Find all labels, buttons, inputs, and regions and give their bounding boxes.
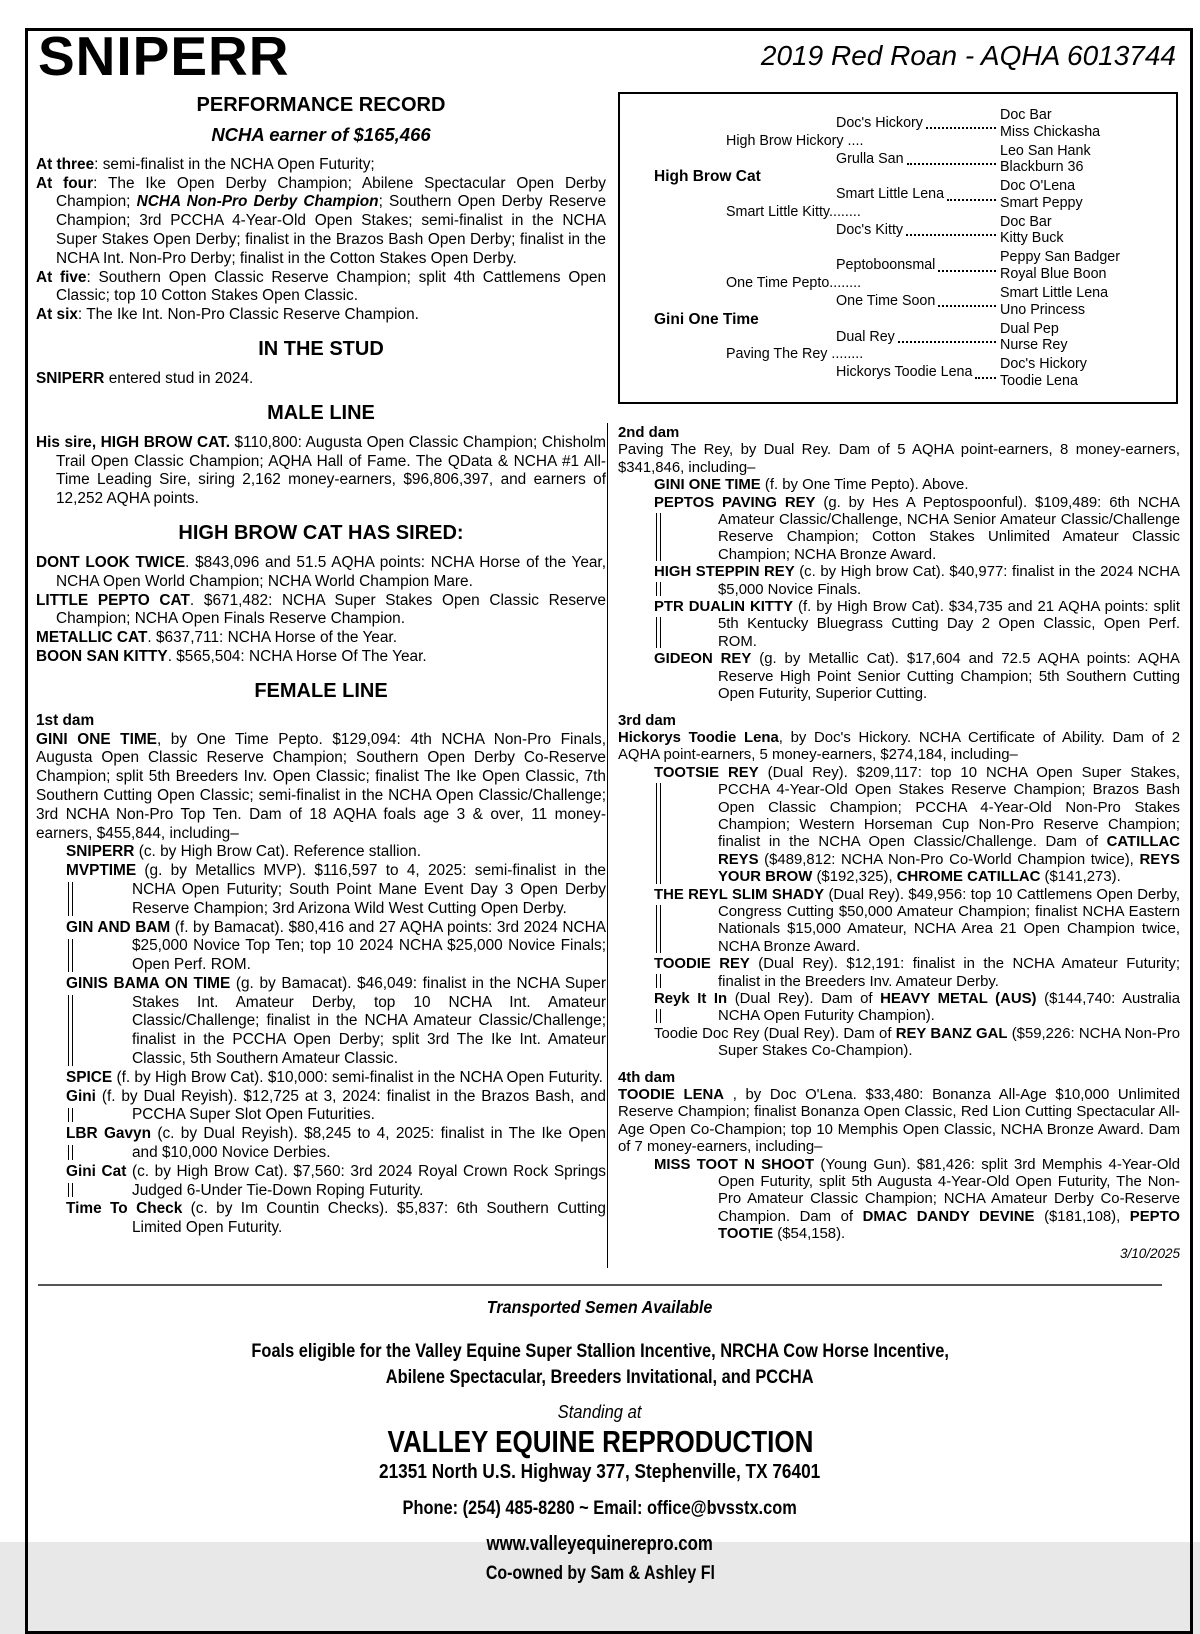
text-run: (c. by High Brow Cat). Reference stallion. (134, 843, 421, 861)
text-run: , by Doc O'Lena. $33,480: Bonanza All-Age $10,000 Unlimited Reserve Champion; finalist Bonanza Open Classic, Red Lion Cutting Spectacular All-Age Open Co-Champion; top 10 Memphis Open Classic, NCHA Bronze Award. Dam of 7 money-earners, including– (618, 1087, 1180, 1156)
text-run: Reyk It In (654, 991, 728, 1007)
progeny-item (654, 564, 1180, 599)
pedigree-gen3-row (836, 364, 996, 381)
male-line-heading: MALE LINE (267, 401, 375, 424)
text-run: LITTLE PEPTO CAT (36, 591, 190, 609)
dot-leader (975, 364, 996, 378)
text-run: (f. by High Brow Cat). $10,000: semi-finalist in the NCHA Open Futurity. (112, 1068, 603, 1086)
foals-eligible-line-2: Abilene Spectacular, Breeders Invitational, and PCCHA (386, 1366, 814, 1388)
dot-leader (906, 222, 996, 236)
performance-paragraph (36, 269, 606, 307)
pedigree-gen4-name: Uno Princess (1000, 301, 1086, 318)
text-run: (Dual Rey). Dam of (727, 991, 881, 1007)
text-run: Toodie Doc Rey (Dual Rey). Dam of (654, 1025, 896, 1042)
print-date: 3/10/2025 (1119, 1245, 1180, 1261)
text-run: At four (36, 174, 94, 192)
sired-item (36, 648, 606, 667)
dam-summary (618, 1087, 1180, 1157)
text-run: : semi-finalist in the NCHA Open Futurity; (94, 155, 375, 173)
pedigree-gen3-name: Smart Little Lena (836, 186, 945, 203)
text-run: CHROME CATILLAC (896, 869, 1041, 886)
pedigree-gen3-name: Doc's Kitty (836, 221, 904, 238)
pedigree-gen4-name: Royal Blue Boon (1000, 265, 1107, 282)
text-run: : The Ike Open Derby Champion; Abilene Spectacular Open Derby Champion; (56, 174, 606, 211)
pedigree-gen3-name: Dual Rey (836, 328, 895, 345)
dam-label: 4th dam (618, 1069, 676, 1086)
pedigree-gen3-name: Hickorys Toodie Lena (836, 364, 973, 381)
pedigree-gen4-name: Dual Pep (1000, 320, 1059, 337)
text-run: Time To Check (66, 1200, 183, 1218)
text-run: . $565,504: NCHA Horse Of The Year. (167, 647, 427, 665)
pedigree-gen4-pair (1000, 321, 1068, 354)
pedigree-gen3-row (836, 186, 996, 203)
pedigree-gen1-name: High Brow Cat (654, 168, 761, 186)
text-run: (c. by High brow Cat). $40,977: finalist in the 2024 NCHA $5,000 Novice Finals. (718, 564, 1180, 598)
progeny-item (66, 1069, 606, 1088)
pedigree-gen3-row (836, 222, 996, 239)
progeny-item (66, 1125, 606, 1163)
performance-record-heading: PERFORMANCE RECORD (196, 94, 446, 116)
pedigree-gen2-name: Smart Little Kitty........ (726, 204, 861, 220)
dam-label: 2nd dam (618, 425, 680, 441)
progeny-item (66, 862, 606, 918)
foals-eligible-line-1: Foals eligible for the Valley Equine Super Stallion Incentive, NRCHA Cow Horse Incentive, (251, 1340, 949, 1362)
pedigree-gen4-name: Kitty Buck (1000, 230, 1064, 247)
right-column (618, 88, 1180, 1262)
text-run: (Dual Rey). $12,191: finalist in the NCHA Amateur Futurity; finalist in the Breeders Inv. Amateur Derby. (718, 956, 1180, 990)
text-run: (g. by Metallics MVP). $116,597 to 4, 2025: semi-finalist in the NCHA Open Futurity; South Point Mane Event Day 3 Open Derby Reserve Champion; 3rd Arizona Wild West Cutting Open Derby. (132, 862, 606, 917)
text-run: (f. by High Brow Cat). $34,735 and 21 AQHA points: split 5th Kentucky Bluegrass Cutting Day 2 Open Classic, Open Perf. ROM. (718, 599, 1180, 650)
pedigree-gen4-pair (1000, 214, 1064, 247)
text-run: GIN AND BAM (66, 918, 171, 936)
ncha-earner-line: NCHA earner of $165,466 (211, 124, 431, 145)
text-run: entered stud in 2024. (104, 369, 254, 387)
first-dam-section (36, 712, 606, 1238)
text-run: His sire, HIGH BROW CAT. (36, 433, 231, 451)
text-run: SNIPERR (66, 843, 135, 861)
pedigree-gen2-name: Paving The Rey ........ (726, 346, 864, 363)
transported-semen-line: Transported Semen Available (487, 1297, 713, 1317)
text-run: ; Southern Open Derby Reserve Champion; 3rd PCCHA 4-Year-Old Open Stakes; semi-finalist in the NCHA Super Stakes Open Derby; finalist in the Brazos Bash Open Derby; finalist in the NCHA Int. Non-Pro Derby; finalist in the Cotton Stakes Open Derby. (56, 193, 607, 267)
horse-name: SNIPERR (38, 25, 290, 87)
pedigree-gen3-row (836, 115, 996, 132)
pedigree-gen4-name: Doc Bar (1000, 107, 1052, 123)
dot-leader (938, 293, 996, 307)
pedigree-gen4-pair (1000, 249, 1120, 282)
text-run: ($141,273). (1040, 869, 1121, 886)
text-run: At three (36, 155, 95, 173)
text-run: SPICE (66, 1068, 113, 1086)
text-run: DONT LOOK TWICE (36, 553, 186, 571)
text-run: MVPTIME (66, 862, 137, 880)
text-run: REYS YOUR BROW (718, 851, 1180, 886)
progeny-item (654, 1157, 1180, 1244)
progeny-item (654, 495, 1180, 565)
pedigree-gen4-name: Blackburn 36 (1000, 159, 1084, 176)
text-run: METALLIC CAT (36, 629, 148, 647)
text-run: CATILLAC REYS (718, 834, 1180, 868)
stud-note (36, 370, 606, 389)
pedigree-gen4-name: Smart Peppy (1000, 194, 1083, 211)
text-run: Gini Cat (66, 1162, 127, 1180)
pedigree-gen2-name: High Brow Hickory .... (726, 132, 864, 149)
dam-sections (618, 425, 1180, 1244)
pedigree-gen3-row (836, 257, 996, 274)
dot-leader (898, 329, 996, 343)
dot-leader (926, 115, 996, 129)
dot-leader (907, 151, 996, 165)
pedigree-gen4-pair (1000, 285, 1108, 318)
pedigree-gen4-pair (1000, 107, 1100, 140)
dot-leader (947, 186, 996, 200)
performance-paragraphs (36, 156, 606, 325)
text-run: PEPTOS PAVING REY (654, 494, 816, 511)
text-run: , by Doc's Hickory. NCHA Certificate of Ability. Dam of 2 AQHA point-earners, 5 money-earners, $274,184, including– (618, 729, 1180, 764)
sired-heading: HIGH BROW CAT HAS SIRED: (178, 521, 464, 544)
progeny-item (654, 599, 1180, 651)
footer-rule (38, 1284, 1162, 1286)
pedigree-gen4-name: Doc Bar (1000, 213, 1052, 230)
dam-summary (618, 730, 1180, 765)
text-run: . $637,711: NCHA Horse of the Year. (147, 629, 397, 647)
text-run: (g. by Bamacat). $46,049: finalist in the NCHA Super Stakes Int. Amateur Derby, top 10 NCHA Int. Amateur Classic/Challenge; finalist in the NCHA Amateur Classic/Challenge; finalist in the PCCHA Open Derby; split 3rd The Ike Int. Amateur Classic, 5th Southern Amateur Classic. (132, 974, 606, 1068)
pedigree-gen4-pair (1000, 178, 1083, 211)
text-run: DMAC DANDY DEVINE (862, 1208, 1035, 1225)
dam-summary (36, 731, 606, 844)
pedigree-box (618, 92, 1178, 404)
text-run: BOON SAN KITTY (36, 647, 168, 665)
text-run: LBR Gavyn (66, 1125, 152, 1143)
sire-summary (36, 434, 606, 509)
pedigree-gen4-pair (1000, 356, 1087, 389)
dam-summary (618, 442, 1180, 477)
progeny-item (654, 477, 1180, 494)
farm-website: www.valleyequinerepro.com (486, 1533, 714, 1555)
female-line-heading: FEMALE LINE (254, 679, 388, 702)
footer (0, 1297, 1200, 1585)
text-run: THE REYL SLIM SHADY (654, 886, 825, 903)
pedigree-gen3-name: Grulla San (836, 150, 904, 167)
cutoff-line: Co-owned by Sam & Ashley Fl (485, 1563, 715, 1584)
sired-item (36, 629, 606, 648)
text-run: At six (36, 306, 78, 324)
text-run: Gini (66, 1087, 96, 1105)
progeny-item (654, 887, 1180, 957)
text-run: . $843,096 and 51.5 AQHA points: NCHA Horse of the Year, NCHA Open World Champion; NCHA World Champion Mare. (56, 553, 606, 590)
text-run: NCHA Non-Pro Derby Champion (136, 193, 379, 211)
text-run: (c. by Im Countin Checks). $5,837: 6th Southern Cutting Limited Open Futurity. (132, 1200, 606, 1237)
text-run: GINI ONE TIME (36, 730, 157, 748)
text-run: PTR DUALIN KITTY (654, 599, 794, 616)
text-run: , by One Time Pepto. $129,094: 4th NCHA Non-Pro Finals, Augusta Open Classic Reserve Champion; Southern Open Derby Co-Reserve Champion; split 5th Breeders Inv. Open Classic; finalist The Ike Open Classic, 7th Southern Cutting Open Classic; semi-finalist in the NCHA Open Classic/Challenge; 3rd NCHA Non-Pro Top Ten. Dam of 18 AQHA foals age 3 & over, 11 money-earners, $455,844, including– (36, 730, 606, 842)
farm-address: 21351 North U.S. Highway 377, Stephenville, TX 76401 (379, 1460, 821, 1483)
dot-leader (938, 257, 996, 271)
standing-at-line: Standing at (558, 1402, 642, 1422)
text-run: : The Ike Int. Non-Pro Classic Reserve Champion. (77, 306, 419, 324)
text-run: HIGH STEPPIN REY (654, 564, 795, 581)
text-run: ($181,108), (1034, 1208, 1130, 1225)
pedigree-gen3-row (836, 151, 996, 168)
pedigree-gen2-name: One Time Pepto........ (726, 275, 862, 292)
text-run: $110,800: Augusta Open Classic Champion; Chisholm Trail Open Classic Champion; AQHA Hall of Fame. The QData & NCHA #1 All-Time Leading Sire, siring 2,162 money-earners, $96,806,397, and earners of 12,252 AQHA points. (56, 433, 606, 508)
text-run: MISS TOOT N SHOOT (654, 1156, 815, 1173)
text-run: TOOTSIE REY (654, 764, 759, 781)
text-run: (g. by Metallic Cat). $17,604 and 72.5 AQHA points: AQHA Reserve High Point Senior Cutting Champion; 5th Southern Cutting Open Futurity, Superior Cutting. (718, 651, 1180, 703)
text-run: GIDEON REY (654, 651, 752, 668)
pedigree-gen3-row (836, 293, 996, 310)
progeny-item (66, 1088, 606, 1126)
left-column (36, 92, 606, 1238)
text-run: Hickorys Toodie Lena (618, 729, 779, 746)
progeny-item (66, 919, 606, 975)
text-run: SNIPERR (36, 369, 105, 387)
text-run: REY BANZ GAL (895, 1025, 1008, 1042)
pedigree-gen4-name: Leo San Hank (1000, 142, 1091, 159)
text-run: : Southern Open Classic Reserve Champion; split 4th Cattlemens Open Classic; top 10 Cotton Stakes Open Classic. (56, 268, 607, 305)
text-run: ($489,812: NCHA Non-Pro Co-World Champion twice), (758, 851, 1140, 868)
text-run: (f. by Bamacat). $80,416 and 27 AQHA points: 3rd 2024 NCHA $25,000 Novice Top Ten; top 10 2024 NCHA $25,000 Novice Finals; Open Perf. ROM. (132, 918, 606, 974)
text-run: TOODIE LENA (618, 1087, 725, 1104)
pedigree-gen4-name: Doc's Hickory (1000, 356, 1087, 373)
farm-name: VALLEY EQUINE REPRODUCTION (387, 1424, 813, 1459)
pedigree-gen3-name: Peptoboonsmal (836, 257, 936, 274)
text-run: At five (36, 268, 87, 286)
sired-item (36, 554, 606, 592)
performance-paragraph (36, 175, 606, 269)
text-run: ($192,325), (812, 869, 897, 886)
performance-paragraph (36, 306, 606, 325)
progeny-item (66, 975, 606, 1069)
pedigree-gen3-row (836, 329, 996, 346)
text-run: ($54,158). (773, 1226, 846, 1243)
text-run: (c. by High Brow Cat). $7,560: 3rd 2024 Royal Crown Rock Springs Judged 6-Under Tie-Down Roping Futurity. (126, 1162, 607, 1199)
text-run: (g. by Hes A Peptospoonful). $109,489: 6th NCHA Amateur Classic/Challenge, NCHA Senior Amateur Classic/Challenge Reserve Champion; Cotton Stakes Unlimited Amateur Classic Champion; NCHA Bronze Award. (718, 494, 1180, 563)
text-run: HEAVY METAL (AUS) (880, 991, 1037, 1007)
progeny-item (654, 1026, 1180, 1061)
text-run: . $671,482: NCHA Super Stakes Open Classic Reserve Champion; NCHA Open Finals Reserve Champion. (56, 591, 606, 628)
text-run: (f. by Dual Reyish). $12,725 at 3, 2024: finalist in the Brazos Bash, and PCCHA Super Slot Open Futurities. (95, 1087, 606, 1124)
progeny-item (654, 991, 1180, 1026)
sired-list (36, 554, 606, 667)
registration-info: 2019 Red Roan - AQHA 6013744 (760, 40, 1176, 71)
text-run: GINIS BAMA ON TIME (66, 974, 231, 992)
text-run: (f. by One Time Pepto). Above. (760, 477, 969, 494)
progeny-item (66, 1200, 606, 1238)
farm-contact: Phone: (254) 485-8280 ~ Email: office@bvsstx.com (402, 1497, 798, 1519)
pedigree-gen4-name: Doc O'Lena (1000, 178, 1076, 195)
text-run: ($144,740: Australia NCHA Open Futurity Champion). (718, 991, 1181, 1025)
sired-item (36, 592, 606, 630)
text-run: PEPTO TOOTIE (718, 1208, 1181, 1243)
pedigree-gen3-name: Doc's Hickory (836, 115, 923, 131)
text-run: ($59,226: NCHA Non-Pro Super Stakes Co-Champion). (718, 1025, 1180, 1060)
text-run: (Dual Rey). $209,117: top 10 NCHA Open Super Stakes, PCCHA 4-Year-Old Open Stakes Reserve Champion; Brazos Bash Open Classic Champion; PCCHA 4-Year-Old Non-Pro Stakes Champion; Western Horseman Cup Non-Pro Reserve Champion; finalist in the NCHA Open Classic/Challenge. Dam of (718, 764, 1180, 851)
performance-paragraph (36, 156, 606, 175)
pedigree-gen4-pair (1000, 143, 1091, 176)
in-the-stud-heading: IN THE STUD (258, 337, 384, 360)
pedigree-gen3-name: One Time Soon (836, 293, 936, 309)
pedigree-gen4-name: Nurse Rey (1000, 337, 1068, 354)
dam-label: 3rd dam (618, 712, 676, 729)
dam-label: 1st dam (36, 711, 95, 729)
pedigree-gen4-name: Miss Chickasha (1000, 123, 1101, 140)
pedigree-gen4-name: Toodie Lena (1000, 372, 1078, 389)
text-run: TOODIE REY (654, 956, 750, 973)
pedigree-gen4-name: Smart Little Lena (1000, 285, 1109, 301)
progeny-item (654, 765, 1180, 887)
progeny-item (654, 651, 1180, 703)
progeny-item (66, 1163, 606, 1201)
text-run: Paving The Rey, by Dual Rey. Dam of 5 AQHA point-earners, 8 money-earners, $341,846, including– (618, 442, 1180, 476)
pedigree-gen4-name: Peppy San Badger (1000, 249, 1121, 266)
text-run: (c. by Dual Reyish). $8,245 to 4, 2025: finalist in The Ike Open and $10,000 Novice Derbies. (132, 1125, 606, 1162)
text-run: (Dual Rey). $49,956: top 10 Cattlemens Open Derby, Congress Cutting $50,000 Amateur Champion; finalist NCHA Eastern Nationals $15,000 Amateur, NCHA Area 21 Open Champion twice, NCHA Bronze Award. (718, 886, 1180, 955)
pedigree-gen1-name: Gini One Time (654, 310, 759, 328)
text-run: GINI ONE TIME (654, 477, 761, 494)
text-run: (Young Gun). $81,426: split 3rd Memphis 4-Year-Old Open Futurity, split 5th Augusta 4-Year-Old Open Futurity, The Non-Pro Amateur Classic Champion; NCHA Amateur Derby Co-Reserve Champion. Dam of (718, 1156, 1180, 1225)
column-divider (607, 423, 608, 1268)
progeny-item (66, 843, 606, 862)
progeny-item (654, 956, 1180, 991)
